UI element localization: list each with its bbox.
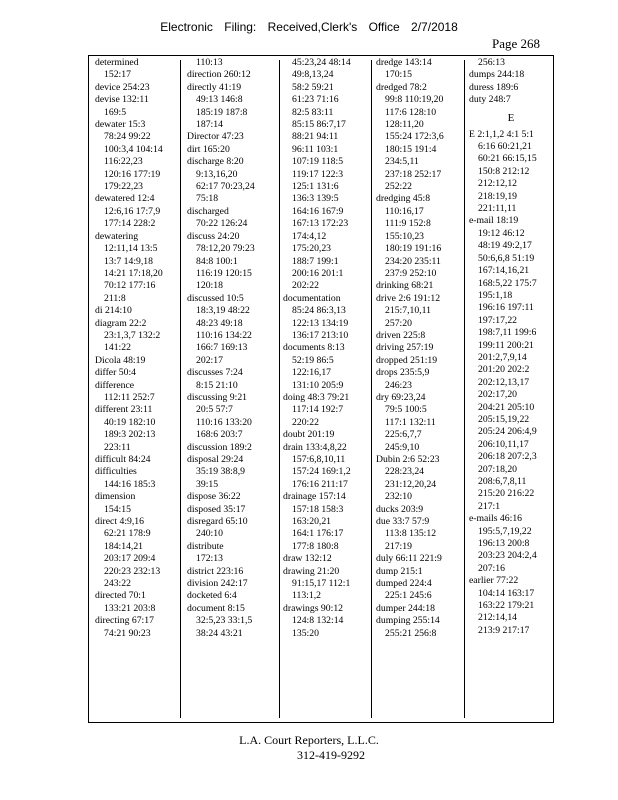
index-entry: docketed 6:4 (187, 590, 237, 602)
index-continuation: 200:16 201:1 (292, 267, 344, 279)
index-entry: drops 235:5,9 (376, 367, 430, 379)
index-continuation: 125:1 131:6 (292, 181, 339, 193)
index-continuation: 99:8 110:19,20 (385, 94, 444, 106)
index-continuation: 217:19 (385, 540, 412, 552)
index-continuation: 217:1 (478, 500, 501, 512)
index-continuation: 6:16 60:21,21 (478, 141, 532, 153)
index-continuation: 167:14,16,21 (478, 265, 530, 277)
index-entry: e-mails 46:16 (469, 513, 523, 525)
index-entry: difference (95, 379, 135, 391)
index-continuation: 174:4,12 (292, 230, 327, 242)
column-divider (371, 60, 372, 718)
index-continuation: 234:20 235:11 (385, 255, 441, 267)
index-continuation: 61:23 71:16 (292, 94, 339, 106)
index-continuation: 152:17 (104, 69, 131, 81)
index-continuation: 168:6 203:7 (196, 429, 243, 441)
index-continuation: 207:18,20 (478, 463, 518, 475)
index-continuation: 198:7,11 199:6 (478, 327, 537, 339)
index-entry: duress 189:6 (469, 81, 519, 93)
index-continuation: 117:1 132:11 (385, 416, 436, 428)
index-entry: discussion 189:2 (187, 441, 252, 453)
index-entry: dropped 251:19 (376, 354, 438, 366)
index-continuation: 218:19,19 (478, 190, 518, 202)
index-continuation: 252:22 (385, 181, 412, 193)
index-continuation: 116:19 120:15 (196, 267, 252, 279)
index-entry: dirt 165:20 (187, 143, 230, 155)
index-continuation: 225:1 245:6 (385, 590, 432, 602)
index-continuation: 112:11 252:7 (104, 391, 155, 403)
index-continuation: 78:12,20 79:23 (196, 243, 255, 255)
index-column-3 (283, 57, 371, 640)
index-continuation: 197:17,22 (478, 314, 518, 326)
index-continuation: 256:13 (478, 57, 505, 68)
index-continuation: 220:22 (292, 416, 319, 428)
index-continuation: 215:7,10,11 (385, 305, 431, 317)
index-continuation: 20:5 57:7 (196, 404, 233, 416)
index-entry: duty 248:7 (469, 94, 511, 106)
index-entry: district 223:16 (187, 565, 244, 577)
index-continuation: 212:14,14 (478, 612, 518, 624)
index-entry: directed 70:1 (95, 590, 146, 602)
column-divider (279, 60, 280, 718)
index-continuation: 211:8 (104, 292, 126, 304)
index-continuation: 52:19 86:5 (292, 354, 334, 366)
index-continuation: 163:20,21 (292, 516, 332, 528)
index-entry: documents 8:13 (283, 342, 345, 354)
index-entry: driven 225:8 (376, 329, 426, 341)
index-continuation: 107:19 118:5 (292, 156, 344, 168)
index-entry: dredge 143:14 (376, 57, 432, 68)
index-continuation: 117:14 192:7 (292, 404, 344, 416)
index-continuation: 206:10,11,17 (478, 438, 529, 450)
index-continuation: 166:7 169:13 (196, 342, 248, 354)
index-continuation: 169:5 (104, 106, 127, 118)
index-continuation: 234:5,11 (385, 156, 419, 168)
index-continuation: 187:14 (196, 119, 223, 131)
index-continuation: 48:23 49:18 (196, 317, 243, 329)
index-continuation: 167:13 172:23 (292, 218, 349, 230)
index-continuation: 202:22 (292, 280, 319, 292)
index-continuation: 133:21 203:8 (104, 602, 156, 614)
index-continuation: 180:15 191:4 (385, 143, 437, 155)
index-continuation: 40:19 182:10 (104, 416, 156, 428)
index-continuation: 62:21 178:9 (104, 528, 151, 540)
index-continuation: 195:1,18 (478, 289, 513, 301)
index-continuation: 39:15 (196, 478, 219, 490)
index-entry: driving 257:19 (376, 342, 434, 354)
index-entry: disposal 29:24 (187, 454, 244, 465)
index-continuation: 157:24 169:1,2 (292, 466, 351, 478)
index-continuation: 49:8,13,24 (292, 69, 334, 81)
index-column-2 (187, 57, 275, 640)
index-continuation: 119:17 122:3 (292, 168, 344, 180)
index-entry: direct 4:9,16 (95, 516, 144, 528)
index-entry: dimension (95, 491, 136, 503)
index-continuation: 110:16 134:22 (196, 329, 252, 341)
index-continuation: 240:10 (196, 528, 223, 540)
index-continuation: 201:2,7,9,14 (478, 351, 527, 363)
index-entry: discussed 10:5 (187, 292, 244, 304)
index-continuation: 18:3,19 48:22 (196, 305, 250, 317)
index-entry: distribute (187, 540, 224, 552)
index-continuation: 215:20 216:22 (478, 488, 535, 500)
index-continuation: 60:21 66:15,15 (478, 153, 537, 165)
index-column-1 (95, 57, 183, 640)
index-continuation: 204:21 205:10 (478, 401, 535, 413)
index-continuation: 122:13 134:19 (292, 317, 349, 329)
index-entry: drinking 68:21 (376, 280, 434, 292)
index-continuation: 255:21 256:8 (385, 627, 437, 639)
index-continuation: 189:3 202:13 (104, 429, 156, 441)
index-continuation: 14:21 17:18,20 (104, 267, 163, 279)
index-continuation: 116:22,23 (104, 156, 143, 168)
index-continuation: 150:8 212:12 (478, 165, 530, 177)
index-continuation: 195:5,7,19,22 (478, 525, 532, 537)
index-continuation: 212:12,12 (478, 178, 518, 190)
index-continuation: 70:22 126:24 (196, 218, 248, 230)
index-continuation: 201:20 202:2 (478, 364, 530, 376)
index-column-5 (469, 57, 553, 637)
index-entry: disposed 35:17 (187, 503, 246, 515)
index-continuation: 164:1 176:17 (292, 528, 344, 540)
index-entry: dredged 78:2 (376, 81, 427, 93)
index-entry: division 242:17 (187, 578, 248, 590)
index-continuation: 196:13 200:8 (478, 538, 530, 550)
index-continuation: 131:10 205:9 (292, 379, 344, 391)
index-entry: directing 67:17 (95, 615, 154, 627)
index-continuation: 225:6,7,7 (385, 429, 422, 441)
index-entry: difficult 84:24 (95, 454, 151, 465)
index-continuation: 110:16,17 (385, 205, 424, 217)
index-continuation: 175:20,23 (292, 243, 332, 255)
index-continuation: 32:5,23 33:1,5 (196, 615, 253, 627)
index-continuation: 245:9,10 (385, 441, 420, 453)
index-continuation: 231:12,20,24 (385, 478, 437, 490)
index-continuation: 168:5,22 175:7 (478, 277, 537, 289)
index-continuation: 257:20 (385, 317, 412, 329)
index-continuation: 154:15 (104, 503, 131, 515)
index-entry: drive 2:6 191:12 (376, 292, 441, 304)
index-entry: document 8:15 (187, 602, 245, 614)
index-entry: Dubin 2:6 52:23 (376, 454, 440, 465)
index-entry: Dicola 48:19 (95, 354, 146, 366)
index-entry: dewatered 12:4 (95, 193, 155, 205)
index-entry: difficulties (95, 466, 137, 478)
index-entry: diagram 22:2 (95, 317, 147, 329)
index-continuation: 144:16 185:3 (104, 478, 156, 490)
index-entry: discusses 7:24 (187, 367, 243, 379)
index-entry: ducks 203:9 (376, 503, 424, 515)
index-continuation: 205:24 206:4,9 (478, 426, 537, 438)
index-continuation: 111:9 152:8 (385, 218, 431, 230)
index-entry: documentation (283, 292, 341, 304)
index-continuation: 120:18 (196, 280, 223, 292)
index-continuation: 157:6,8,10,11 (292, 454, 346, 465)
index-continuation: 78:24 99:22 (104, 131, 151, 143)
index-continuation: 157:18 158:3 (292, 503, 344, 515)
index-entry: dumped 224:4 (376, 578, 432, 590)
index-continuation: 23:1,3,7 132:2 (104, 329, 161, 341)
index-entry: dumper 244:18 (376, 602, 435, 614)
index-continuation: 176:16 211:17 (292, 478, 348, 490)
index-continuation: 177:8 180:8 (292, 540, 339, 552)
index-entry: drainage 157:14 (283, 491, 346, 503)
reporter-name: L.A. Court Reporters, L.L.C. (239, 733, 379, 747)
index-entry: device 254:23 (95, 81, 150, 93)
index-continuation: 203:17 209:4 (104, 553, 156, 565)
index-entry: drain 133:4,8,22 (283, 441, 347, 453)
index-continuation: 228:23,24 (385, 466, 425, 478)
index-entry: discussing 9:21 (187, 391, 248, 403)
index-continuation: 196:16 197:11 (478, 302, 534, 314)
index-continuation: 232:10 (385, 491, 412, 503)
index-continuation: 13:7 14:9,18 (104, 255, 153, 267)
index-continuation: 85:15 86:7,17 (292, 119, 346, 131)
index-entry: discharged (187, 205, 229, 217)
index-continuation: 202:17,20 (478, 389, 518, 401)
index-continuation: 208:6,7,8,11 (478, 476, 527, 487)
index-continuation: 207:16 (478, 562, 505, 574)
index-continuation: 177:14 228:2 (104, 218, 156, 230)
index-entry: dry 69:23,24 (376, 391, 426, 403)
index-continuation: 8:15 21:10 (196, 379, 238, 391)
index-continuation: 62:17 70:23,24 (196, 181, 255, 193)
column-divider (464, 60, 465, 718)
index-continuation: 185:19 187:8 (196, 106, 248, 118)
index-entry: differ 50:4 (95, 367, 136, 379)
index-continuation: 213:9 217:17 (478, 624, 530, 636)
index-continuation: 180:19 191:16 (385, 243, 442, 255)
index-entry: dumps 244:18 (469, 69, 525, 81)
index-continuation: 205:15,19,22 (478, 413, 530, 425)
index-continuation: 122:16,17 (292, 367, 332, 379)
index-entry: discharge 8:20 (187, 156, 244, 168)
index-continuation: 202:12,13,17 (478, 376, 530, 388)
index-continuation: 141:22 (104, 342, 131, 354)
index-entry: discuss 24:20 (187, 230, 240, 242)
index-continuation: 12:11,14 13:5 (104, 243, 158, 255)
index-entry: doubt 201:19 (283, 429, 335, 441)
index-continuation: 164:16 167:9 (292, 205, 344, 217)
index-continuation: 117:6 128:10 (385, 106, 437, 118)
index-continuation: 75:18 (196, 193, 219, 205)
index-continuation: 91:15,17 112:1 (292, 578, 351, 590)
index-continuation: 120:16 177:19 (104, 168, 161, 180)
index-continuation: 19:12 46:12 (478, 227, 525, 239)
index-continuation: 82:5 83:11 (292, 106, 334, 118)
index-continuation: 206:18 207:2,3 (478, 451, 537, 463)
index-entry: dewatering (95, 230, 139, 242)
filing-stamp: Electronic Filing: Received,Clerk's Office 2/7/2018 (160, 20, 458, 34)
letter-heading: E (507, 111, 515, 124)
index-continuation: 170:15 (385, 69, 412, 81)
index-entry: duly 66:11 221:9 (376, 553, 442, 565)
index-continuation: 246:23 (385, 379, 412, 391)
index-continuation: 188:7 199:1 (292, 255, 339, 267)
index-continuation: 9:13,16,20 (196, 168, 238, 180)
index-column-4 (376, 57, 464, 640)
index-continuation: 79:5 100:5 (385, 404, 427, 416)
index-continuation: 45:23,24 48:14 (292, 57, 351, 68)
index-entry: dewater 15:3 (95, 119, 146, 131)
index-entry: draw 132:12 (283, 553, 332, 565)
index-entry: doing 48:3 79:21 (283, 391, 350, 403)
index-entry: directly 41:19 (187, 81, 242, 93)
index-entry: earlier 77:22 (469, 575, 519, 587)
index-continuation: 84:8 100:1 (196, 255, 238, 267)
index-continuation: 88:21 94:11 (292, 131, 339, 143)
index-continuation: 110:16 133:20 (196, 416, 252, 428)
index-entry: different 23:11 (95, 404, 153, 416)
index-entry: E 2:1,1,2 4:1 5:1 (469, 128, 534, 140)
index-entry: e-mail 18:19 (469, 215, 519, 227)
index-continuation: 58:2 59:21 (292, 81, 334, 93)
index-continuation: 96:11 103:1 (292, 143, 339, 155)
index-entry: dump 215:1 (376, 565, 423, 577)
index-continuation: 220:23 232:13 (104, 565, 161, 577)
index-entry: due 33:7 57:9 (376, 516, 430, 528)
index-continuation: 48:19 49:2,17 (478, 240, 532, 252)
index-entry: di 214:10 (95, 305, 132, 317)
index-continuation: 172:13 (196, 553, 223, 565)
index-continuation: 237:9 252:10 (385, 267, 437, 279)
index-continuation: 202:17 (196, 354, 223, 366)
index-entry: dredging 45:8 (376, 193, 431, 205)
index-continuation: 135:20 (292, 627, 319, 639)
index-continuation: 221:11,11 (478, 203, 517, 215)
index-continuation: 237:18 252:17 (385, 168, 442, 180)
index-continuation: 136:17 213:10 (292, 329, 349, 341)
index-continuation: 184:14,21 (104, 540, 144, 552)
footer (0, 733, 618, 763)
index-entry: dispose 36:22 (187, 491, 241, 503)
index-continuation: 223:11 (104, 441, 131, 453)
index-entry: dumping 255:14 (376, 615, 440, 627)
index-entry: devise 132:11 (95, 94, 149, 106)
page-number: Page 268 (491, 36, 540, 51)
index-continuation: 163:22 179:21 (478, 600, 535, 612)
index-continuation: 70:12 177:16 (104, 280, 156, 292)
index-continuation: 74:21 90:23 (104, 627, 151, 639)
index-continuation: 12:6,16 17:7,9 (104, 205, 161, 217)
index-entry: Director 47:23 (187, 131, 244, 143)
index-continuation: 128:11,20 (385, 119, 424, 131)
index-continuation: 203:23 204:2,4 (478, 550, 537, 562)
index-entry: direction 260:12 (187, 69, 251, 81)
index-continuation: 113:1,2 (292, 590, 321, 602)
index-continuation: 100:3,4 104:14 (104, 143, 163, 155)
index-entry: disregard 65:10 (187, 516, 248, 528)
index-continuation: 155:24 172:3,6 (385, 131, 444, 143)
index-entry: determined (95, 57, 139, 68)
index-continuation: 38:24 43:21 (196, 627, 243, 639)
index-continuation: 155:10,23 (385, 230, 425, 242)
index-continuation: 110:13 (196, 57, 223, 68)
index-continuation: 179:22,23 (104, 181, 144, 193)
index-entry: drawings 90:12 (283, 602, 344, 614)
reporter-phone: 312-419-9292 (297, 748, 365, 762)
index-continuation: 104:14 163:17 (478, 587, 535, 599)
index-continuation: 124:8 132:14 (292, 615, 344, 627)
index-continuation: 35:19 38:8,9 (196, 466, 245, 478)
index-continuation: 136:3 139:5 (292, 193, 339, 205)
index-continuation: 113:8 135:12 (385, 528, 437, 540)
index-continuation: 49:13 146:8 (196, 94, 243, 106)
index-entry: drawing 21:20 (283, 565, 340, 577)
index-continuation: 50:6,6,8 51:19 (478, 252, 535, 264)
index-continuation: 199:11 200:21 (478, 339, 534, 351)
index-continuation: 243:22 (104, 578, 131, 590)
index-continuation: 85:24 86:3,13 (292, 305, 346, 317)
